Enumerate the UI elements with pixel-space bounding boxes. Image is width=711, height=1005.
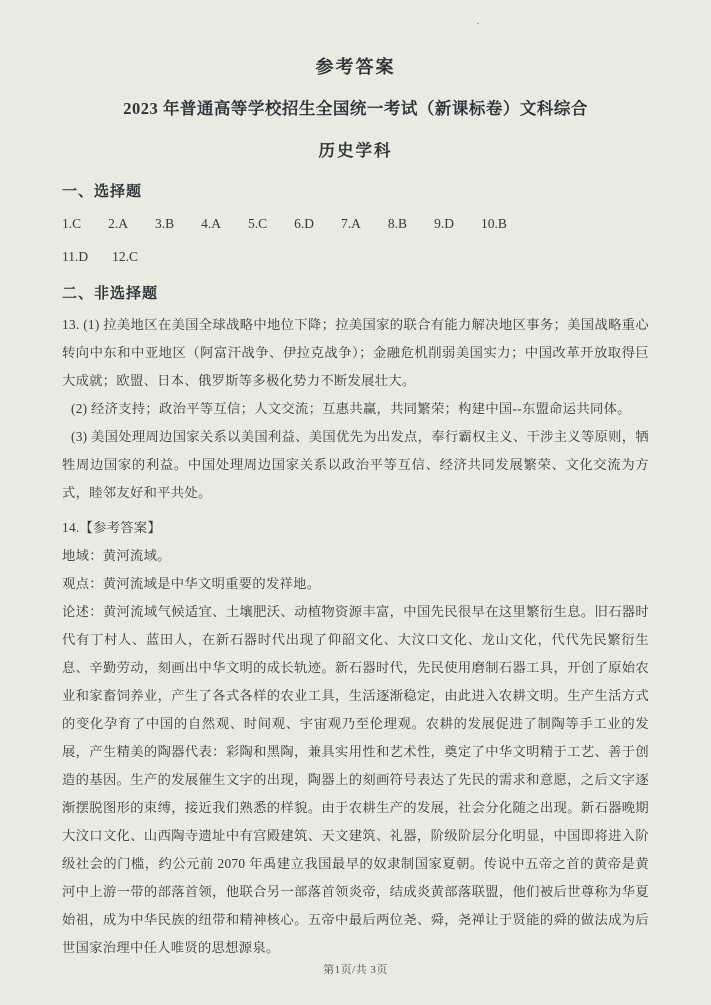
choice-answer-7: 7.A [341, 216, 361, 231]
choice-answers-row-2 [62, 248, 649, 266]
page-title: 参考答案 [315, 57, 396, 77]
choice-answer-4: 4.A [201, 216, 222, 231]
question-14-answers [62, 514, 649, 962]
choice-answers-row-1 [62, 215, 649, 233]
answer-13-part-1: 13. (1) 拉美地区在美国全球战略中地位下降；拉美国家的联合有能力解决地区事务；美国战略重心转向中东和中亚地区（阿富汗战争、伊拉克战争）；金融危机削弱美国实力；中国改革开放取得巨大成就；欧盟、日本、俄罗斯等多极化势力不断发展壮大。 [62, 317, 649, 388]
choice-answer-2: 2.A [108, 216, 129, 231]
question-13-answers [62, 311, 649, 507]
answer-14-label: 14.【参考答案】 [62, 520, 162, 535]
subject-title: 历史学科 [318, 141, 393, 160]
answer-14-discussion: 论述：黄河流域气候适宜、土壤肥沃、动植物资源丰富，中国先民很早在这里繁衍生息。旧石器时代有丁村人、蓝田人，在新石器时代出现了仰韶文化、大汶口文化、龙山文化，代代先民繁衍生息、辛勤劳动，刻画出中华文明的成长轨迹。新石器时代，先民使用磨制石器工具，开创了原始农业和家畜饲养业，产生了各式各样的农业工具，生活逐渐稳定，由此进入农耕文明。生产生活方式的变化孕育了中国的自然观、时间观、宇宙观乃至伦理观。农耕的发展促进了制陶等手工业的发展，产生精美的陶器代表：彩陶和黑陶，兼具实用性和艺术性，奠定了中华文明精于工艺、善于创造的基因。生产的发展催生文字的出现，陶器上的刻画符号表达了先民的需求和意愿，之后文字逐渐摆脱图形的束缚，接近我们熟悉的样貌。由于农耕生产的发展，社会分化随之出现。新石器晚期大汶口文化、山西陶寺遗址中有宫殿建筑、天文建筑、礼器，阶级阶层分化明显，中国即将进入阶级社会的门槛，约公元前 2070 年禹建立我国最早的奴隶制国家夏朝。传说中五帝之首的黄帝是黄河中上游一带的部落首领，他联合另一部落首领炎帝，结成炎黄部落联盟，他们被后世尊称为华夏始祖，成为中华民族的纽带和精神核心。五帝中最后两位尧、舜，尧禅让于贤能的舜的做法成为后世国家治理中任人唯贤的思想源泉。 [62, 604, 649, 955]
choice-answer-11: 11.D [62, 249, 89, 264]
choice-answer-8: 8.B [387, 216, 408, 231]
section-heading-choice: 一、选择题 [62, 184, 143, 200]
page-footer: 第1页/共 3页 [323, 964, 388, 976]
choice-answer-5: 5.C [248, 216, 268, 231]
answer-13-part-2: (2) 经济支持；政治平等互信；人文交流；互惠共赢，共同繁荣；构建中国--东盟命运共同体。 [71, 401, 631, 416]
choice-answer-10: 10.B [480, 216, 507, 231]
choice-answer-12: 12.C [112, 249, 139, 264]
answer-13-part-3: (3) 美国处理周边国家关系以美国利益、美国优先为出发点，奉行霸权主义、干涉主义等原则，牺牲周边国家的利益。中国处理周边国家关系以政治平等互信、经济共同发展繁荣、文化交流为方式，睦邻友好和平共处。 [62, 429, 649, 500]
choice-answer-9: 9.D [434, 216, 454, 231]
page-top-mark: · [476, 18, 480, 30]
answer-14-region: 地域：黄河流域。 [62, 548, 171, 563]
answer-14-viewpoint: 观点：黄河流域是中华文明重要的发祥地。 [62, 576, 321, 591]
choice-answer-1: 1.C [62, 216, 82, 231]
exam-title: 2023 年普通高等学校招生全国统一考试（新课标卷）文科综合 [123, 99, 588, 118]
choice-answer-6: 6.D [294, 216, 315, 231]
section-heading-non-choice: 二、非选择题 [62, 286, 159, 302]
choice-answer-3: 3.B [155, 216, 175, 231]
